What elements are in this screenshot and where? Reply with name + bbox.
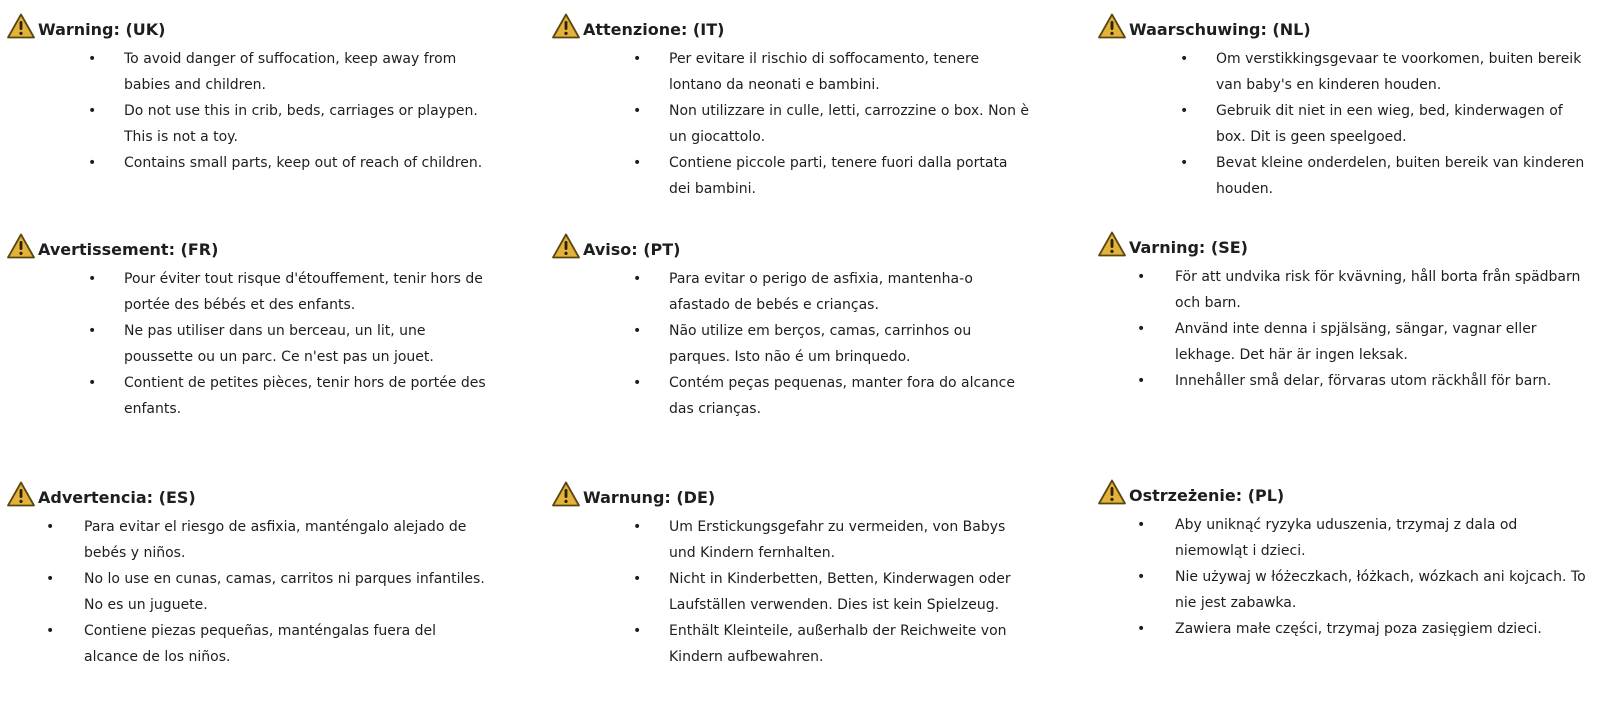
list-item-text: Innehåller små delar, förvaras utom räckhåll för barn. (1175, 373, 1552, 389)
list-item (1137, 564, 1592, 616)
list-item-text: Ne pas utiliser dans un berceau, un lit, une poussette ou un parc. Ce n'est pas un jouet. (124, 323, 434, 365)
warning-list (633, 514, 1033, 670)
bullet-icon: • (88, 375, 97, 391)
list-item (633, 566, 1033, 618)
bullet-icon: • (1137, 373, 1146, 389)
list-item-text: Nie używaj w łóżeczkach, łóżkach, wózkach ani kojcach. To nie jest zabawka. (1175, 569, 1586, 611)
list-item (1180, 150, 1592, 202)
list-item (1180, 46, 1592, 98)
list-item (88, 370, 488, 422)
list-item (88, 266, 488, 318)
list-item (1180, 98, 1592, 150)
bullet-icon: • (1137, 321, 1146, 337)
list-item (633, 618, 1033, 670)
list-item-text: Do not use this in crib, beds, carriages or playpen. This is not a toy. (124, 103, 478, 145)
heading-text: Ostrzeżenie: (PL) (1129, 486, 1285, 505)
bullet-icon: • (1180, 155, 1189, 171)
warning-triangle-icon (6, 232, 36, 260)
list-item (633, 318, 1033, 370)
bullet-icon: • (633, 571, 642, 587)
list-item-text: Non utilizzare in culle, letti, carrozzine o box. Non è un giocattolo. (669, 103, 1030, 145)
list-item-text: Um Erstickungsgefahr zu vermeiden, von Babys und Kindern fernhalten. (669, 519, 1006, 561)
warning-list (88, 266, 488, 422)
bullet-icon: • (1137, 621, 1146, 637)
warning-list (1137, 512, 1592, 642)
list-item-text: Contains small parts, keep out of reach of children. (124, 155, 483, 171)
list-item-text: Använd inte denna i spjälsäng, sängar, vagnar eller lekhage. Det här är ingen leksak. (1175, 321, 1537, 363)
list-item (633, 514, 1033, 566)
list-item (1137, 368, 1592, 394)
warning-list (1137, 264, 1592, 394)
list-item-text: Contiene piccole parti, tenere fuori dalla portata dei bambini. (669, 155, 1008, 197)
bullet-icon: • (633, 155, 642, 171)
heading-text: Avertissement: (FR) (38, 240, 219, 259)
bullet-icon: • (633, 323, 642, 339)
bullet-icon: • (88, 103, 97, 119)
bullet-icon: • (1137, 269, 1146, 285)
bullet-icon: • (1180, 51, 1189, 67)
list-item (88, 46, 488, 98)
bullet-icon: • (633, 103, 642, 119)
bullet-icon: • (46, 519, 55, 535)
list-item-text: Contient de petites pièces, tenir hors de portée des enfants. (124, 375, 486, 417)
warning-list (633, 46, 1033, 202)
heading-text: Warnung: (DE) (583, 488, 716, 507)
bullet-icon: • (633, 51, 642, 67)
list-item-text: Per evitare il rischio di soffocamento, tenere lontano da neonati e bambini. (669, 51, 980, 93)
bullet-icon: • (1137, 517, 1146, 533)
list-item-text: Aby uniknąć ryzyka uduszenia, trzymaj z dala od niemowląt i dzieci. (1175, 517, 1518, 559)
list-item-text: No lo use en cunas, camas, carritos ni parques infantiles. No es un juguete. (84, 571, 485, 613)
list-item (1137, 316, 1592, 368)
bullet-icon: • (1180, 103, 1189, 119)
list-item-text: Contém peças pequenas, manter fora do alcance das crianças. (669, 375, 1015, 417)
list-item-text: Gebruik dit niet in een wieg, bed, kinderwagen of box. Dit is geen speelgoed. (1216, 103, 1563, 145)
heading-text: Advertencia: (ES) (38, 488, 196, 507)
bullet-icon: • (88, 155, 97, 171)
list-item (1137, 616, 1592, 642)
heading-text: Varning: (SE) (1129, 238, 1248, 257)
bullet-icon: • (88, 51, 97, 67)
list-item-text: Para evitar o perigo de asfixia, mantenha-o afastado de bebés e crianças. (669, 271, 973, 313)
list-item (88, 98, 488, 150)
bullet-icon: • (1137, 569, 1146, 585)
warning-list (633, 266, 1033, 422)
list-item (46, 618, 486, 670)
list-item-text: Não utilize em berços, camas, carrinhos ou parques. Isto não é um brinquedo. (669, 323, 972, 365)
list-item-text: Om verstikkingsgevaar te voorkomen, buiten bereik van baby's en kinderen houden. (1216, 51, 1582, 93)
bullet-icon: • (46, 623, 55, 639)
list-item-text: Enthält Kleinteile, außerhalb der Reichweite von Kindern aufbewahren. (669, 623, 1007, 665)
bullet-icon: • (633, 271, 642, 287)
warning-triangle-icon (551, 480, 581, 508)
list-item-text: To avoid danger of suffocation, keep away from babies and children. (124, 51, 457, 93)
bullet-icon: • (88, 323, 97, 339)
warning-list (88, 46, 488, 176)
warning-triangle-icon (6, 480, 36, 508)
heading-text: Aviso: (PT) (583, 240, 681, 259)
list-item-text: Nicht in Kinderbetten, Betten, Kinderwagen oder Laufställen verwenden. Dies ist kein Spielzeug. (669, 571, 1011, 613)
list-item (1137, 264, 1592, 316)
list-item (633, 46, 1033, 98)
list-item-text: Pour éviter tout risque d'étouffement, tenir hors de portée des bébés et des enfants. (124, 271, 483, 313)
warning-triangle-icon (1097, 478, 1127, 506)
heading-text: Warning: (UK) (38, 20, 166, 39)
bullet-icon: • (633, 375, 642, 391)
list-item-text: För att undvika risk för kvävning, håll borta från spädbarn och barn. (1175, 269, 1581, 311)
list-item-text: Zawiera małe części, trzymaj poza zasięgiem dzieci. (1175, 621, 1542, 637)
list-item (46, 566, 486, 618)
list-item (88, 318, 488, 370)
warning-triangle-icon (1097, 230, 1127, 258)
list-item (633, 98, 1033, 150)
bullet-icon: • (633, 519, 642, 535)
bullet-icon: • (633, 623, 642, 639)
list-item (46, 514, 486, 566)
warning-list (46, 514, 486, 670)
list-item (88, 150, 488, 176)
heading-text: Waarschuwing: (NL) (1129, 20, 1311, 39)
list-item (1137, 512, 1592, 564)
bullet-icon: • (46, 571, 55, 587)
list-item-text: Contiene piezas pequeñas, manténgalas fuera del alcance de los niños. (84, 623, 437, 665)
heading-text: Attenzione: (IT) (583, 20, 725, 39)
list-item-text: Para evitar el riesgo de asfixia, manténgalo alejado de bebés y niños. (84, 519, 467, 561)
bullet-icon: • (88, 271, 97, 287)
warning-list (1180, 46, 1592, 202)
list-item-text: Bevat kleine onderdelen, buiten bereik van kinderen houden. (1216, 155, 1585, 197)
list-item (633, 150, 1033, 202)
list-item (633, 370, 1033, 422)
list-item (633, 266, 1033, 318)
warning-triangle-icon (551, 232, 581, 260)
warning-triangle-icon (6, 12, 36, 40)
warning-triangle-icon (551, 12, 581, 40)
warning-triangle-icon (1097, 12, 1127, 40)
